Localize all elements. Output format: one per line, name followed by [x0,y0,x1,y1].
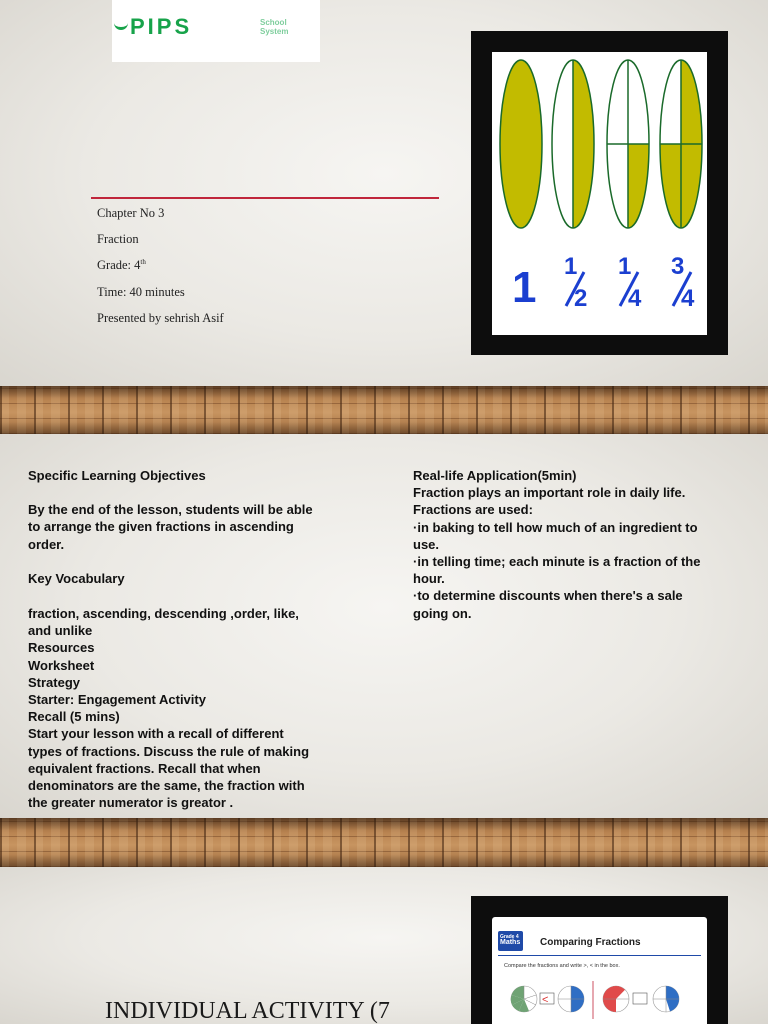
logo-tagline-line2: System [260,27,289,36]
answer-box-2 [633,993,647,1004]
pie-blue-2 [653,986,679,1012]
application-heading: Real-life Application(5min) [413,468,577,483]
label-three-quarters-numerator: 3 [671,253,685,280]
badge-subject: Maths [500,939,521,946]
fraction-ovals-illustration [492,52,707,335]
badge-grade: Grade 4 [500,934,519,940]
label-half-denominator: 2 [574,285,588,312]
oval-half [552,52,603,242]
logo-swoosh-icon [114,20,128,30]
worksheet-picture [492,917,707,1024]
grade-suffix: th [140,258,146,266]
worksheet-picture-frame [471,896,728,1024]
application-bullet-discounts: ·to determine discounts when there's a sale going on. [413,588,683,621]
pie-red [603,986,629,1012]
recall-text: Start your lesson with a recall of different types of fractions. Discuss the rule of making equivalent fractions. Recall that when denominators are the same, the fraction with the greater numerator is greator . [28,726,310,811]
resources-label: Resources [28,640,95,656]
logo-brand: PIPS [130,14,193,39]
label-three-quarters-denominator: 4 [681,285,695,312]
label-half-numerator: 1 [564,253,578,280]
pie-blue [558,986,584,1012]
oval-quarter [607,60,658,244]
grade-label [97,258,146,273]
grade-text: Grade: 4 [97,258,141,272]
grade-badge [498,931,523,951]
objectives-text: By the end of the lesson, students will be able to arrange the given fractions in ascending order. [28,502,313,552]
right-column [413,467,768,622]
recall-label: Recall (5 mins) [28,709,120,725]
presenter-label: Presented by sehrish Asif [97,311,224,325]
strategy-label: Strategy [28,674,81,690]
application-bullet-time: ·in telling time; each minute is a fraction of the hour. [413,554,701,587]
slide-lesson-plan [0,434,768,818]
wood-floor-divider-2 [0,818,768,867]
label-quarter-numerator: 1 [618,253,632,280]
vocab-text: fraction, ascending, descending ,order, like, and unlike [28,606,299,639]
fraction-picture [492,52,707,335]
application-bullet-baking: ·in baking to tell how much of an ingredient to use. [413,519,698,552]
pie-green [511,986,537,1012]
oval-three-quarters [652,52,707,242]
worksheet-label: Worksheet [28,657,95,673]
logo-tagline [260,18,288,36]
time-label: Time: 40 minutes [97,285,185,299]
label-whole: 1 [512,263,537,312]
answer-symbol: < [542,994,549,1006]
worksheet-instructions: Compare the fractions and write >, < in the box. [504,963,620,969]
vocab-heading: Key Vocabulary [28,570,125,586]
application-intro: Fraction plays an important role in daily life. Fractions are used: [413,485,686,518]
school-logo [112,0,320,62]
wood-floor-divider [0,386,768,434]
slide-title [0,0,768,386]
logo-tagline-line1: School [260,18,287,27]
fraction-picture-frame [471,31,728,355]
comparison-pies [492,975,707,1024]
worksheet-rule [498,955,701,956]
title-divider [91,197,439,199]
activity-title: INDIVIDUAL ACTIVITY (7 [105,998,390,1024]
objectives-heading: Specific Learning Objectives [28,468,206,483]
label-quarter-denominator: 4 [628,285,642,312]
topic-label: Fraction [97,232,139,246]
chapter-label: Chapter No 3 [97,206,165,220]
starter-label: Starter: Engagement Activity [28,692,206,708]
oval-whole [492,52,552,242]
worksheet-title: Comparing Fractions [540,937,641,948]
left-column [28,467,408,811]
